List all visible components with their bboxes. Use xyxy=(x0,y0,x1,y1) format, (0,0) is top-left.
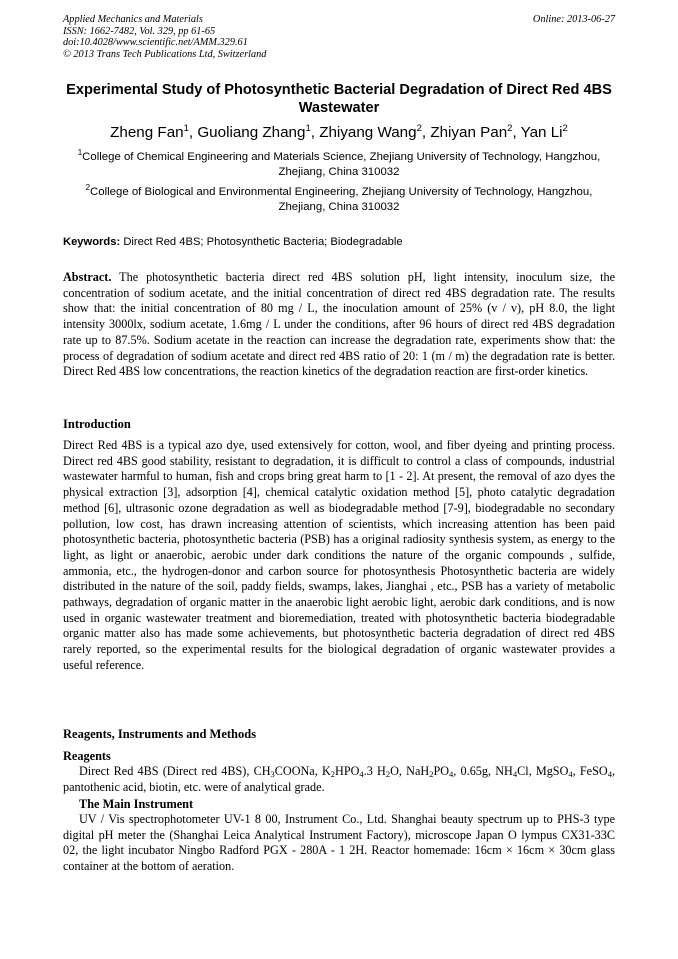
author-name: Zheng Fan xyxy=(110,124,184,141)
reagents-fragment: PO xyxy=(433,764,450,778)
keywords-text: Direct Red 4BS; Photosynthetic Bacteria; Biodegradable xyxy=(123,236,403,248)
journal-name: Applied Mechanics and Materials xyxy=(63,14,203,25)
subscript: 4 xyxy=(449,769,454,779)
reagents-fragment: COONa, K xyxy=(274,764,331,778)
paper-title: Experimental Study of Photosynthetic Bacterial Degradation of Direct Red 4BS Wastewater xyxy=(66,82,612,116)
affiliation-text: College of Biological and Environmental Engineering, Zhejiang University of Technology, Hangzhou, Zhejiang, China 310032 xyxy=(90,186,593,213)
subscript: 4 xyxy=(359,769,364,779)
journal-issn: ISSN: 1662-7482, Vol. 329, pp 61-65 xyxy=(63,25,216,37)
journal-doi: doi:10.4028/www.scientific.net/AMM.329.61 xyxy=(63,37,248,49)
reagents-fragment: Cl, MgSO xyxy=(517,764,569,778)
reagents-fragment: .3 H xyxy=(363,764,386,778)
author-affiliation-mark: 2 xyxy=(416,123,422,134)
affiliation-text: College of Chemical Engineering and Materials Science, Zhejiang University of Technology, Hangzhou, Zhejiang, China 310032 xyxy=(82,151,601,178)
introduction-heading: Introduction xyxy=(63,417,131,431)
affiliation-2 xyxy=(63,185,615,215)
reagents-fragment: , 0.65g, NH xyxy=(453,764,513,778)
reagents-fragment: Direct Red 4BS (Direct red 4BS), CH xyxy=(79,764,271,778)
reagents-fragment: HPO xyxy=(335,764,360,778)
instrument-heading: The Main Instrument xyxy=(79,797,194,811)
online-date: Online: 2013-06-27 xyxy=(532,14,615,25)
subscript: 3 xyxy=(270,769,275,779)
author-name: Guoliang Zhang xyxy=(197,124,306,141)
author-list: Zheng Fan$^1$, Guoliang Zhang$^1$, Zhiyang Wang$^2$, Zhiyan Pan$^2$, Yan Li$^2$ xyxy=(110,123,568,141)
keywords-label: Keywords: xyxy=(63,236,121,248)
reagents-fragment: O, NaH xyxy=(390,764,430,778)
subscript: 4 xyxy=(568,769,573,779)
subscript: 4 xyxy=(607,769,612,779)
methods-heading: Reagents, Instruments and Methods xyxy=(63,727,257,741)
author-affiliation-mark: 1 xyxy=(183,123,189,134)
reagents-fragment: , pantothenic acid, biotin, etc. were of analytical grade. xyxy=(63,764,615,794)
journal-copyright: © 2013 Trans Tech Publications Ltd, Switzerland xyxy=(63,48,267,60)
subscript: 2 xyxy=(330,769,336,779)
reagents-text xyxy=(63,764,615,795)
affiliation-1 xyxy=(63,150,615,180)
instrument-text: UV / Vis spectrophotometer UV-1 8 00, Instrument Co., Ltd. Shanghai beauty spectrum up to PHS-3 type digital pH meter the (Shanghai Leica Analytical Instrument Factory), microscope Japan O lympus CX31-33C 02, the light incubator Ningbo Radford PGX - 280A - 1 2H. Reactor homemade: 16cm × 16cm × 30cm glass container at the bottom of aeration. xyxy=(63,812,615,874)
introduction-text: Direct Red 4BS is a typical azo dye, used extensively for cotton, wool, and fiber dyeing and printing process. Direct red 4BS good stability, resistant to degradation, it is difficult to control a class of compounds, industrial wastewater harmful to human, fish and crops bring great harm to [1 - 2]. At present, the removal of azo dyes the physical extraction [3], adsorption [4], chemical catalytic oxidation method [5], photo catalytic degradation method [6], ultrasonic ozone degradation as well as biodegradable method [7-9], biodegradable no secondary pollution, low cost, has drawn increasing attention of scientists, which increasing attention has been paid photosynthetic bacteria, photosynthetic bacteria (PSB) has a original radiosity synthesis system, as energy to the light, as light or anaerobic, aerobic under dark conditions the nature of the organic compounds , sulfide, ammonia, etc., the hydrogen-donor and carbon source for photosynthesis Photosynthetic bacteria are widely distributed in the nature of the soil, paddy fields, swamps, lakes, Jianghai , etc., PSB has a variety of metabolic pathways, degradation of organic matter in the anaerobic light aerobic light, aerobic dark conditions, and is now used in organic wastewater treatment and bioremediation, treated with photosynthetic bacteria biodegradable organic matter also has made some achievements, but photosynthetic bacteria degradation of direct red 4BS rarely reported, so the experimental results for the biological degradation of organic wastewater provides a useful reference. xyxy=(63,438,615,672)
affiliation-number: 1 xyxy=(77,148,83,157)
subscript: 2 xyxy=(385,769,391,779)
author-affiliation-mark: 2 xyxy=(507,123,513,134)
abstract xyxy=(63,270,615,380)
reagents-heading: Reagents xyxy=(63,749,111,763)
author-affiliation-mark: 1 xyxy=(305,123,311,134)
reagents-fragment: , FeSO xyxy=(572,764,608,778)
affiliation-number: 2 xyxy=(85,183,91,192)
subscript: 2 xyxy=(429,769,434,779)
abstract-label: Abstract. xyxy=(63,270,112,284)
author-affiliation-mark: 2 xyxy=(562,123,568,134)
author-name: Zhiyang Wang xyxy=(319,124,417,141)
author-name: Yan Li xyxy=(520,124,563,141)
keywords xyxy=(63,235,615,249)
subscript: 4 xyxy=(512,769,518,779)
author-name: Zhiyan Pan xyxy=(430,124,508,141)
abstract-text: The photosynthetic bacteria direct red 4BS solution pH, light intensity, inoculum size, the concentration of sodium acetate, and the initial concentration of direct red 4BS degradation rate. The results show that: the initial concentration of 80 mg / L, the inoculation amount of 25% (v / v), pH 8.0, the light intensity 3000lx, sodium acetate, 1.6mg / L under the conditions, after 96 hours of direct red 4BS degradation rate up to 87.5%. Sodium acetate in the reaction can increase the degradation rate, experiments show that: the process of degradation of sodium acetate and direct red 4BS ratio of 20: 1 (m / m) the degradation rate is better. Direct Red 4BS low concentrations, the reaction kinetics of the degradation reaction are first-order kinetics. xyxy=(63,270,616,379)
journal-info xyxy=(63,14,266,60)
